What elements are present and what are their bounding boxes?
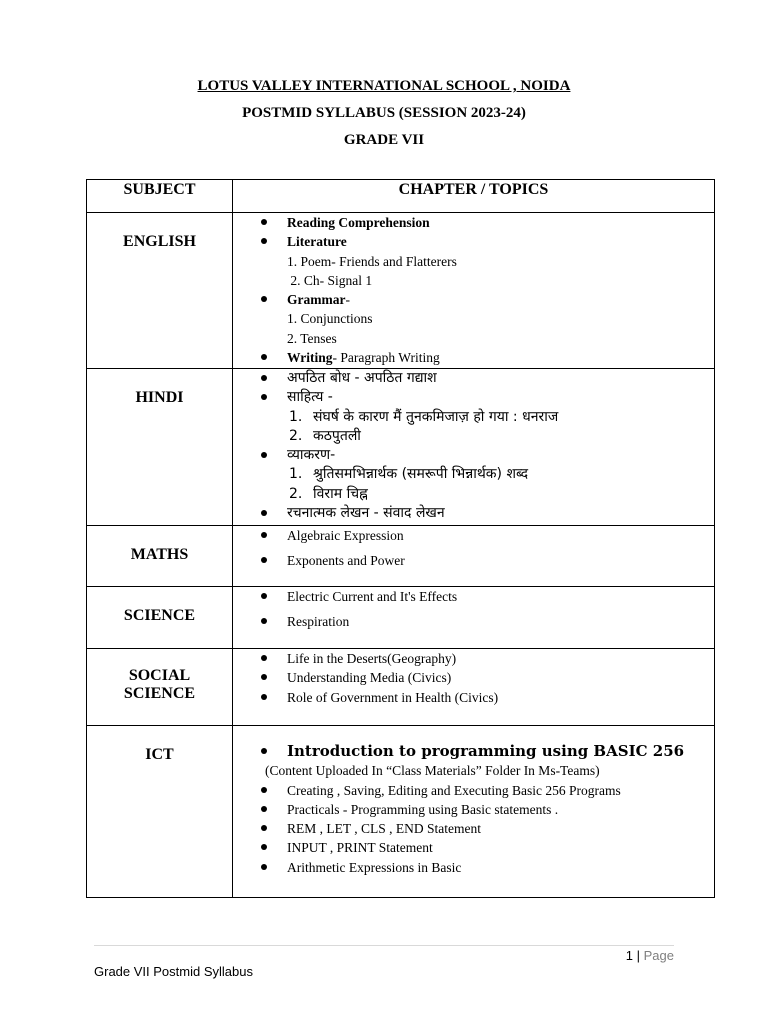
subject-column-header: SUBJECT [87, 180, 233, 213]
subject-science: SCIENCE [87, 587, 233, 649]
list-item: Understanding Media (Civics) [233, 668, 714, 687]
list-item: Creating , Saving, Editing and Executing Basic 256 Programs [233, 781, 714, 800]
list-item: Practicals - Programming using Basic statements . [233, 800, 714, 819]
syllabus-table [86, 179, 715, 898]
subject-hindi: HINDI [87, 369, 233, 526]
topics-english [233, 213, 715, 369]
list-item: Literature [233, 232, 714, 251]
bullet-icon [261, 864, 267, 870]
list-item: 2. Tenses [287, 330, 337, 346]
school-name: LOTUS VALLEY INTERNATIONAL SCHOOL , NOIDA [197, 78, 571, 94]
list-item: Grammar- [233, 290, 714, 309]
subject-social-science: SOCIAL SCIENCE [87, 649, 233, 726]
list-item: Exponents and Power [233, 551, 714, 570]
bullet-icon [261, 238, 267, 244]
list-item: 1. Conjunctions [287, 311, 373, 327]
bullet-icon [261, 655, 267, 661]
bullet-icon [261, 532, 267, 538]
bullet-icon [261, 354, 267, 360]
bullet-icon [261, 825, 267, 831]
topics-hindi [233, 369, 715, 526]
footer-divider [94, 945, 674, 946]
list-item: 1. श्रुतिसमभिन्नार्थक (समरूपी भिन्नार्थक) शब्द [289, 466, 529, 483]
table-row-science [87, 587, 715, 649]
topics-column-header: CHAPTER / TOPICS [233, 180, 715, 213]
list-item: Introduction to programming using BASIC 256 [233, 742, 714, 761]
bullet-icon [261, 375, 267, 381]
list-item: 2. कठपुतली [289, 427, 361, 444]
bullet-icon [261, 787, 267, 793]
bullet-icon [261, 394, 267, 400]
topics-science [233, 587, 715, 649]
table-row-english [87, 213, 715, 369]
syllabus-title: POSTMID SYLLABUS (SESSION 2023-24) [242, 105, 526, 121]
bullet-icon [261, 219, 267, 225]
bullet-icon [261, 557, 267, 563]
topics-social-science [233, 649, 715, 726]
bullet-icon [261, 452, 267, 458]
list-item: साहित्य - [233, 388, 714, 407]
table-row-ict [87, 726, 715, 898]
bullet-icon [261, 593, 267, 599]
table-header-row [87, 180, 715, 213]
page-number: 1 | Page [625, 948, 674, 963]
ict-note: (Content Uploaded In “Class Materials” Folder In Ms-Teams) [265, 763, 600, 779]
list-item: Respiration [233, 612, 714, 631]
bullet-icon [261, 694, 267, 700]
list-item: Role of Government in Health (Civics) [233, 688, 714, 707]
grade-title: GRADE VII [343, 132, 425, 148]
subject-maths: MATHS [87, 526, 233, 587]
list-item: Life in the Deserts(Geography) [233, 649, 714, 668]
list-item: अपठित बोध - अपठित गद्याश [233, 369, 714, 388]
list-item: रचनात्मक लेखन - संवाद लेखन [233, 504, 714, 523]
list-item: 2. Ch- Signal 1 [287, 272, 373, 288]
list-item: INPUT , PRINT Statement [233, 838, 714, 857]
table-row-social-science [87, 649, 715, 726]
list-item: REM , LET , CLS , END Statement [233, 819, 714, 838]
list-item: Writing- Paragraph Writing [233, 348, 714, 367]
topics-maths [233, 526, 715, 587]
bullet-icon [261, 296, 267, 302]
list-item: 1. संघर्ष के कारण मैं तुनकमिजाज़ हो गया : धनराज [289, 408, 559, 425]
list-item: Reading Comprehension [233, 213, 714, 232]
bullet-icon [261, 618, 267, 624]
list-item: व्याकरण- [233, 446, 714, 465]
list-item: Electric Current and It's Effects [233, 587, 714, 606]
subject-ict: ICT [87, 726, 233, 898]
subject-english: ENGLISH [87, 213, 233, 369]
list-item: 1. Poem- Friends and Flatterers [287, 253, 457, 269]
topics-ict [233, 726, 715, 898]
bullet-icon [261, 674, 267, 680]
list-item: 2. विराम चिह्न [289, 485, 368, 502]
bullet-icon [261, 748, 267, 754]
bullet-icon [261, 844, 267, 850]
table-row-hindi [87, 369, 715, 526]
bullet-icon [261, 806, 267, 812]
list-item: Algebraic Expression [233, 526, 714, 545]
bullet-icon [261, 510, 267, 516]
table-row-maths [87, 526, 715, 587]
list-item: Arithmetic Expressions in Basic [233, 858, 714, 877]
footer-title: Grade VII Postmid Syllabus [94, 964, 253, 979]
